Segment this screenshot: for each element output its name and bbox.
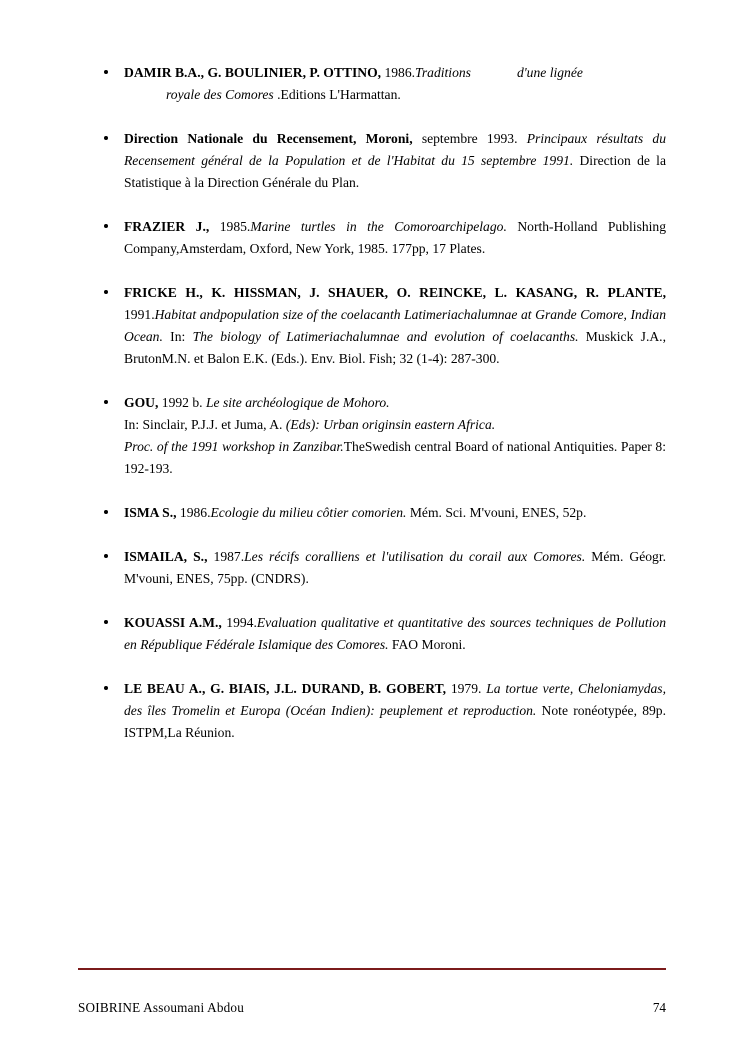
list-item (78, 392, 666, 480)
reference-authors: ISMA S., (124, 505, 177, 521)
reference-second-line (124, 84, 666, 106)
reference-title: Traditions (415, 65, 471, 80)
reference-title: Le site archéologique de Mohoro. (205, 395, 390, 411)
reference-year: 1979. (446, 681, 487, 697)
reference-in: In: (162, 329, 193, 345)
reference-publisher: North-Holland Publishing Company,Amsterdam, Oxford, New York, 1985. 177pp, 17 Plates. (124, 219, 667, 257)
reference-title: Evaluation qualitative et quantitative des sources techniques de Pollution en République Fédérale Islamique des Comores. (124, 615, 667, 653)
reference-editors: (Eds): Urban originsin eastern Africa. (285, 417, 496, 433)
reference-publisher: .Editions L'Harmattan. (273, 87, 401, 103)
list-item (78, 678, 666, 744)
reference-title-cont2: royale des Comores (166, 87, 274, 103)
footer-divider (78, 968, 666, 970)
footer-author: SOIBRINE Assoumani Abdou (78, 1000, 244, 1015)
reference-publisher: Mém. Géogr. M'vouni, ENES, 75pp. (CNDRS). (124, 549, 667, 587)
reference-publisher: TheSwedish central Board of national Antiquities. Paper 8: 192-193. (124, 439, 667, 477)
reference-title: Ecologie du milieu côtier comorien. (210, 505, 407, 521)
reference-in-source: In: Sinclair, P.J.J. et Juma, A. (124, 417, 286, 433)
reference-year: 1992 b. (158, 395, 206, 411)
list-item (78, 502, 666, 524)
reference-authors: FRICKE H., K. HISSMAN, J. SHAUER, O. REINCKE, L. KASANG, R. PLANTE, (124, 285, 666, 301)
list-item (78, 216, 666, 260)
reference-third-line (124, 436, 666, 480)
reference-year: 1985. (209, 219, 251, 235)
reference-publisher: Note ronéotypée, 89p. ISTPM,La Réunion. (124, 703, 667, 741)
reference-year: 1987. (207, 549, 245, 565)
reference-title-cont: d'une lignée (516, 65, 583, 80)
list-item (78, 612, 666, 656)
bibliography-list (78, 62, 666, 766)
list-item (78, 128, 666, 194)
reference-authors: KOUASSI A.M., (124, 615, 222, 631)
reference-authors: DAMIR B.A., G. BOULINIER, P. OTTINO, (124, 65, 382, 80)
reference-first-line (124, 392, 666, 414)
list-item (78, 62, 666, 106)
reference-proceedings: Proc. of the 1991 workshop in Zanzibar. (124, 439, 344, 455)
reference-publisher: Mém. Sci. M'vouni, ENES, 52p. (406, 505, 587, 521)
reference-year: 1991. (124, 307, 155, 323)
reference-publisher: Direction de la Statistique à la Direction Générale du Plan. (124, 153, 666, 191)
reference-publisher: FAO Moroni. (388, 637, 466, 653)
reference-authors: LE BEAU A., G. BIAIS, J.L. DURAND, B. GOBERT, (124, 681, 447, 697)
reference-publisher: Muskick J.A., BrutonM.N. et Balon E.K. (Eds.). Env. Biol. Fish; 32 (1-4): 287-300. (124, 329, 666, 367)
reference-book-title: The biology of Latimeriachalumnae and evolution of coelacanths. (192, 329, 579, 345)
list-item (78, 546, 666, 590)
reference-authors: ISMAILA, S., (124, 549, 208, 565)
reference-title: Habitat andpopulation size of the coelacanth Latimeriachalumnae at Grande Comore, Indian Ocean. (124, 307, 666, 345)
list-item (78, 282, 666, 370)
reference-title: Principaux résultats du Recensement général de la Population et de l'Habitat du 15 septembre 1991. (124, 131, 666, 169)
reference-title: La tortue verte, Cheloniamydas, des îles Tromelin et Europa (Océan Indien): peuplement et reproduction. (124, 681, 666, 719)
reference-authors: GOU, (124, 395, 159, 411)
reference-year: septembre 1993. (412, 131, 527, 147)
reference-authors: Direction Nationale du Recensement, Moroni, (124, 131, 413, 147)
reference-second-line (124, 414, 666, 436)
reference-year: 1986. (381, 65, 416, 80)
reference-entries (78, 62, 666, 744)
reference-title: Marine turtles in the Comoroarchipelago. (250, 219, 507, 235)
page-footer (78, 1000, 666, 1016)
reference-authors: FRAZIER J., (124, 219, 210, 235)
reference-year: 1994. (221, 615, 257, 631)
reference-year: 1986. (176, 505, 211, 521)
footer-page-number: 74 (652, 1000, 666, 1015)
reference-title: Les récifs coralliens et l'utilisation du corail aux Comores. (244, 549, 586, 565)
